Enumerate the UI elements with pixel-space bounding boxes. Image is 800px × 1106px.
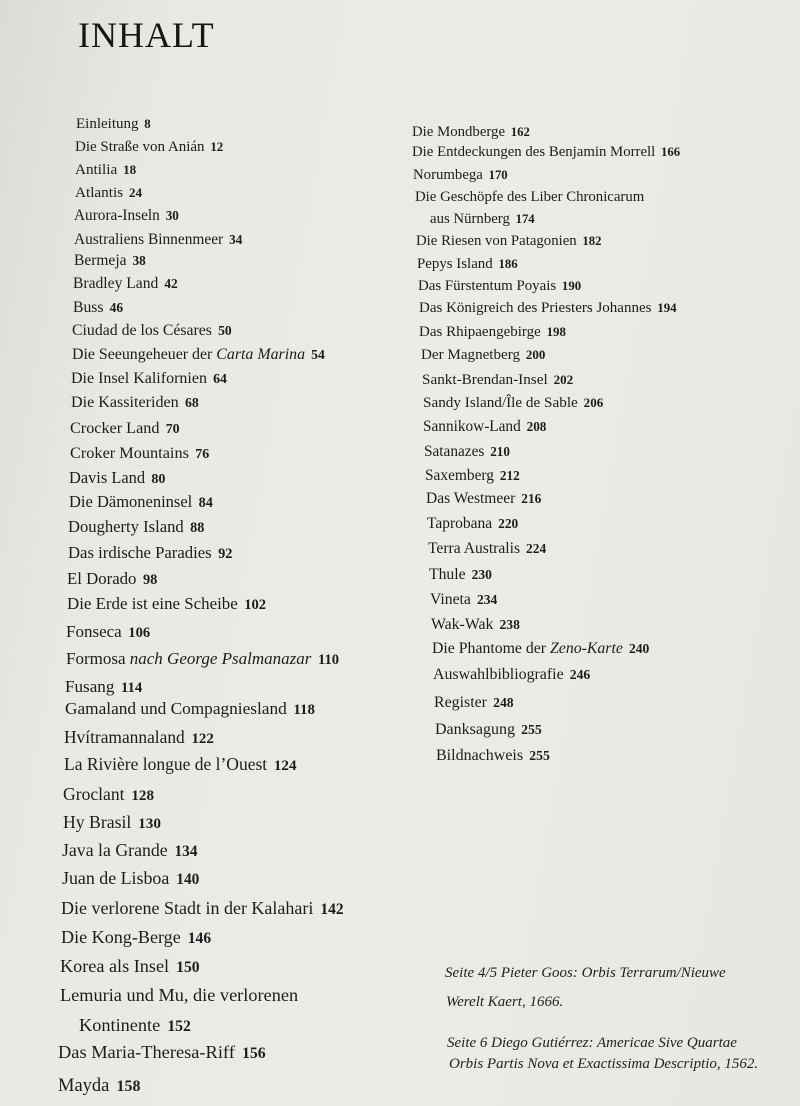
toc-entry <box>425 468 520 483</box>
toc-entry-title: Saxemberg <box>425 466 494 484</box>
toc-page-number: 118 <box>293 702 315 719</box>
toc-entry <box>434 695 514 711</box>
toc-entry-title: Carta Marina <box>216 346 306 364</box>
toc-entry-title: Atlantis <box>75 183 124 201</box>
toc-entry <box>431 617 520 633</box>
toc-entry-title: Die Insel Kalifornien <box>71 370 207 388</box>
toc-entry-title: Das Westmeer <box>426 490 516 508</box>
toc-page-number: 84 <box>198 494 213 511</box>
toc-page-number: 34 <box>229 231 243 247</box>
caption-line: Seite 6 Diego Gutiérrez: Americae Sive Quartae <box>447 1035 737 1051</box>
toc-page-number: 146 <box>187 930 212 948</box>
toc-page-number: 140 <box>176 871 200 889</box>
caption-line: Orbis Partis Nova et Exactissima Descriptio, 1562. <box>449 1056 759 1072</box>
toc-page-number: 70 <box>165 422 180 438</box>
toc-entry-title: Thule <box>429 566 466 584</box>
toc-page-number: 190 <box>561 278 582 293</box>
toc-entry-title: aus Nürnberg <box>430 210 510 227</box>
toc-page-number: 30 <box>165 207 179 223</box>
caption-line: Werelt Kaert, 1666. <box>446 994 564 1010</box>
toc-page-number: 194 <box>657 300 677 315</box>
toc-entry-title: Bildnachweis <box>436 747 524 765</box>
toc-entry-title: Sannikow-Land <box>423 417 521 435</box>
toc-entry <box>419 301 677 316</box>
toc-entry <box>424 444 510 459</box>
toc-entry-title: Lemuria und Mu, die verlorenen <box>60 984 299 1005</box>
toc-entry <box>412 125 530 140</box>
toc-entry <box>423 419 546 434</box>
toc-page-number: 42 <box>164 276 178 292</box>
toc-page-number: 255 <box>529 748 550 764</box>
toc-entry <box>429 567 492 583</box>
toc-entry-title: Die Straße von Anián <box>75 138 205 155</box>
toc-entry <box>436 748 550 764</box>
toc-page-number: 152 <box>167 1017 191 1035</box>
toc-page-number: 208 <box>526 418 547 434</box>
toc-entry-title: Die Phantome der <box>432 640 551 658</box>
toc-entry-title: Die Kong-Berge <box>61 927 181 948</box>
toc-entry <box>430 592 497 608</box>
toc-page-number: 210 <box>490 443 510 459</box>
toc-entry-title: Vineta <box>430 591 471 609</box>
toc-page-number: 240 <box>628 641 650 657</box>
toc-entry-title: Dougherty Island <box>68 516 184 536</box>
toc-entry-title: Terra Australis <box>428 540 521 558</box>
toc-entry <box>415 190 644 205</box>
toc-entry <box>432 641 649 657</box>
toc-entry-title: Antilia <box>75 160 118 178</box>
toc-page-number: 130 <box>138 815 161 833</box>
toc-entry-title: Australiens Binnenmeer <box>74 230 224 248</box>
toc-page-number: 76 <box>195 447 210 463</box>
toc-entry-title: Fonseca <box>66 621 122 641</box>
toc-entry-title: Aurora-Inseln <box>74 206 160 224</box>
toc-entry-title: Die verlorene Stadt in der Kalahari <box>61 898 314 919</box>
toc-page-number: 166 <box>660 144 681 159</box>
toc-entry-title: Formosa <box>66 648 130 668</box>
toc-entry <box>416 234 601 249</box>
toc-entry-title: Java la Grande <box>62 840 168 861</box>
toc-entry <box>421 348 545 363</box>
toc-page-number: 186 <box>498 256 518 271</box>
toc-entry-title: Wak-Wak <box>431 616 494 634</box>
toc-entry-title: Bermeja <box>74 252 127 270</box>
toc-page-number: 92 <box>218 545 233 562</box>
toc-entry <box>412 145 680 160</box>
toc-entry-title: Buss <box>73 299 104 317</box>
toc-entry-title: Groclant <box>63 784 125 805</box>
toc-entry-title: Register <box>434 694 487 712</box>
toc-entry <box>430 212 535 227</box>
toc-entry <box>423 395 603 410</box>
toc-entry-title: El Dorado <box>67 568 137 588</box>
toc-page-number: 216 <box>521 491 542 507</box>
toc-page-number: 98 <box>142 571 158 588</box>
toc-entry-title: Die Mondberge <box>412 123 506 140</box>
toc-entry-title: Die Erde ist eine Scheibe <box>67 593 238 613</box>
toc-page-number: 224 <box>526 541 547 557</box>
toc-entry-title: Sankt-Brendan-Insel <box>422 370 548 388</box>
toc-entry-title: Fusang <box>65 676 115 696</box>
toc-entry-title: Das Fürstentum Poyais <box>418 277 557 294</box>
caption-line: Seite 4/5 Pieter Goos: Orbis Terrarum/Nieuwe <box>445 965 726 981</box>
toc-page-number: 142 <box>320 901 344 919</box>
toc-entry-title: Das irdische Paradies <box>68 542 212 562</box>
toc-page-number: 106 <box>128 624 151 641</box>
toc-entry-title: Danksagung <box>435 721 515 739</box>
toc-page-number: 238 <box>499 617 520 633</box>
toc-page-number: 158 <box>116 1077 141 1095</box>
toc-entry-title: Taprobana <box>427 515 493 533</box>
toc-page-number: 8 <box>144 116 151 131</box>
toc-entry-title: Korea als Insel <box>60 955 170 976</box>
toc-page-number: 68 <box>184 395 199 411</box>
toc-entry-title: Juan de Lisboa <box>62 868 170 889</box>
toc-entry-title: Zeno-Karte <box>550 640 623 658</box>
toc-entry-title: Davis Land <box>69 467 146 487</box>
toc-page-number: 54 <box>311 347 325 363</box>
toc-page-number: 128 <box>131 788 155 805</box>
toc-entry-title: Hvítramannaland <box>64 727 185 748</box>
toc-page-number: 18 <box>123 161 137 177</box>
toc-entry-title: Hy Brasil <box>63 812 132 833</box>
toc-page-number: 50 <box>218 323 232 339</box>
toc-page-number: 246 <box>569 667 591 683</box>
toc-entry-title: Das Rhipaengebirge <box>419 323 541 340</box>
toc-entry <box>435 722 542 738</box>
toc-entry-title: Crocker Land <box>70 419 160 438</box>
toc-entry <box>422 372 573 387</box>
toc-page-number: 46 <box>109 300 124 316</box>
toc-page-number: 122 <box>191 731 214 748</box>
toc-entry-title: Der Magnetberg <box>421 346 521 363</box>
toc-page-number: 80 <box>151 470 166 487</box>
toc-entry <box>433 667 590 683</box>
toc-page-number: 170 <box>488 167 508 182</box>
toc-entry-title: Kontinente <box>79 1014 161 1035</box>
toc-page-number: 114 <box>121 679 143 696</box>
toc-page-number: 255 <box>521 722 542 738</box>
toc-page-number: 124 <box>273 758 297 775</box>
toc-entry-title: Die Riesen von Patagonien <box>416 232 577 249</box>
toc-entry-title: Sandy Island/Île de Sable <box>423 393 578 411</box>
toc-page-number: 12 <box>210 139 224 154</box>
toc-page-number: 206 <box>583 394 604 410</box>
toc-entry-title: Die Dämoneninsel <box>69 491 193 511</box>
toc-entry-title: Pepys Island <box>417 255 493 272</box>
toc-entry <box>413 168 508 183</box>
toc-entry <box>419 325 566 340</box>
toc-entry <box>427 516 518 532</box>
toc-entry-title: Einleitung <box>76 115 139 132</box>
toc-page-number: 200 <box>525 346 546 362</box>
toc-entry-title: Ciudad de los Césares <box>72 322 212 340</box>
toc-page-number: 220 <box>498 516 519 532</box>
toc-page-number: 110 <box>317 651 340 668</box>
toc-entry <box>418 279 581 294</box>
toc-page-number: 248 <box>493 695 514 711</box>
toc-page-number: 134 <box>174 843 198 861</box>
toc-entry <box>428 541 546 557</box>
toc-entry-title: Das Maria-Theresa-Riff <box>58 1041 235 1062</box>
toc-page-number: 150 <box>176 958 200 976</box>
toc-page-number: 202 <box>553 371 574 387</box>
toc-page-number: 156 <box>241 1044 266 1062</box>
page-title: INHALT <box>78 15 215 55</box>
toc-entry-title: Gamaland und Compagniesland <box>65 699 287 719</box>
toc-page-number: 230 <box>471 567 492 583</box>
toc-page-number: 102 <box>244 596 267 613</box>
toc-entry-title: Die Seeungeheuer der <box>72 346 217 364</box>
toc-entry-title: Croker Mountains <box>70 443 189 463</box>
toc-page-number: 24 <box>128 184 143 200</box>
toc-page-number: 234 <box>476 592 498 608</box>
toc-page-number: 64 <box>213 371 227 387</box>
toc-entry-title: Die Entdeckungen des Benjamin Morrell <box>412 143 656 160</box>
toc-page-number: 88 <box>190 519 205 536</box>
toc-entry-title: Die Kassiteriden <box>71 394 179 412</box>
toc-entry-title: Die Geschöpfe des Liber Chronicarum <box>415 188 645 205</box>
toc-entry-title: Bradley Land <box>73 275 159 293</box>
toc-entry-title: nach George Psalmanazar <box>129 648 312 668</box>
toc-page-number: 212 <box>499 467 520 483</box>
toc-entry-title: Mayda <box>58 1075 110 1096</box>
toc-page-number: 174 <box>515 211 535 226</box>
toc-page-number: 162 <box>510 124 530 139</box>
toc-entry <box>426 491 541 507</box>
toc-entry-title: La Rivière longue de l’Ouest <box>64 754 268 775</box>
toc-page-number: 182 <box>582 233 602 248</box>
toc-page-number: 198 <box>546 324 566 339</box>
toc-entry-title: Norumbega <box>413 166 483 183</box>
toc-entry <box>417 257 518 272</box>
toc-entry-title: Das Königreich des Priesters Johannes <box>419 299 652 316</box>
toc-entry-title: Auswahlbibliografie <box>433 666 564 684</box>
toc-entry-title: Satanazes <box>424 442 485 460</box>
toc-page-number: 38 <box>132 253 146 269</box>
